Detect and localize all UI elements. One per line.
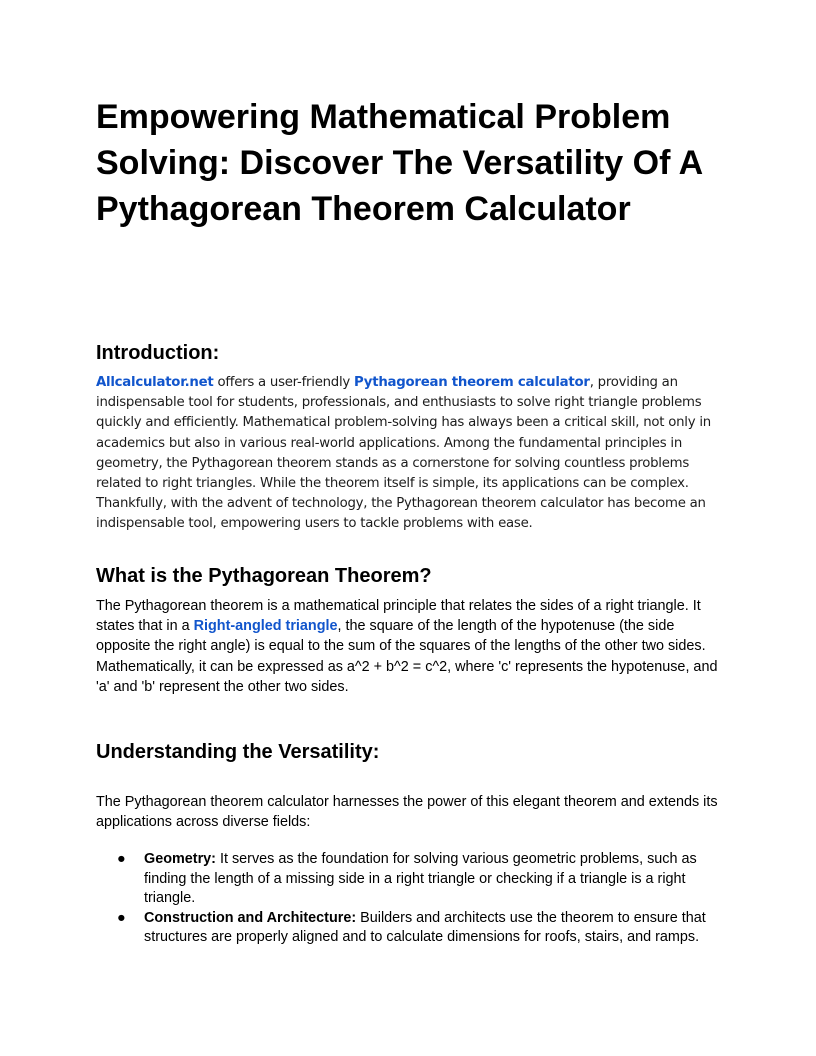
what-is-text-1: The Pythagorean theorem is a mathematical principle that relates the sides of a right triangle. It states that in a: [96, 598, 701, 635]
pythagorean-calculator-link[interactable]: Pythagorean theorem calculator: [354, 375, 590, 390]
introduction-paragraph: [96, 373, 726, 535]
list-item-term: Geometry:: [144, 851, 216, 867]
page-title: Empowering Mathematical Problem Solving: Discover The Versatility Of A Pythagorean Theorem Calculator: [96, 98, 702, 228]
understanding-paragraph: The Pythagorean theorem calculator harnesses the power of this elegant theorem and extends its applications across diverse fields:: [96, 794, 718, 831]
allcalculator-link[interactable]: Allcalculator.net: [96, 375, 214, 390]
list-item-description: It serves as the foundation for solving various geometric problems, such as finding the length of a missing side in a right triangle or checking if a triangle is a right triangle.: [144, 851, 697, 907]
bullet-icon: ●: [117, 909, 126, 926]
what-is-paragraph: [96, 596, 726, 697]
what-is-text-2: , the square of the length of the hypotenuse (the side opposite the right angle) is equal to the sum of the squares of the lengths of the other two sides. Mathematically, it can be expressed as a^2 + b^2 = c^2, where 'c' represents the hypotenuse, and 'a' and 'b' represent the other two sides.: [96, 618, 718, 695]
what-is-heading: What is the Pythagorean Theorem?: [96, 565, 432, 587]
applications-list: [96, 850, 726, 948]
introduction-heading: Introduction:: [96, 342, 220, 364]
understanding-heading: Understanding the Versatility:: [96, 741, 380, 763]
introduction-text-1: offers a user-friendly: [213, 375, 355, 390]
list-item-description: Builders and architects use the theorem to ensure that structures are properly aligned and to calculate dimensions for roofs, stairs, and ramps.: [144, 909, 706, 946]
list-item-term: Construction and Architecture:: [144, 909, 357, 926]
introduction-text-2: , providing an indispensable tool for students, professionals, and enthusiasts to solve right triangle problems quickly and efficiently. Mathematical problem-solving has always been a critical skill, not only in academics but also in various real-world applications. Among the fundamental principles in geometry, the Pythagorean theorem stands as a cornerstone for solving countless problems related to right triangles. While the theorem itself is simple, its applications can be complex. Thankfully, with the advent of technology, the Pythagorean theorem calculator has become an indispensable tool, empowering users to tackle problems with ease.: [96, 375, 711, 532]
list-item: [96, 909, 726, 948]
bullet-icon: ●: [117, 851, 126, 867]
right-angled-triangle-link[interactable]: Right-angled triangle: [193, 618, 338, 635]
list-item: [96, 850, 726, 909]
